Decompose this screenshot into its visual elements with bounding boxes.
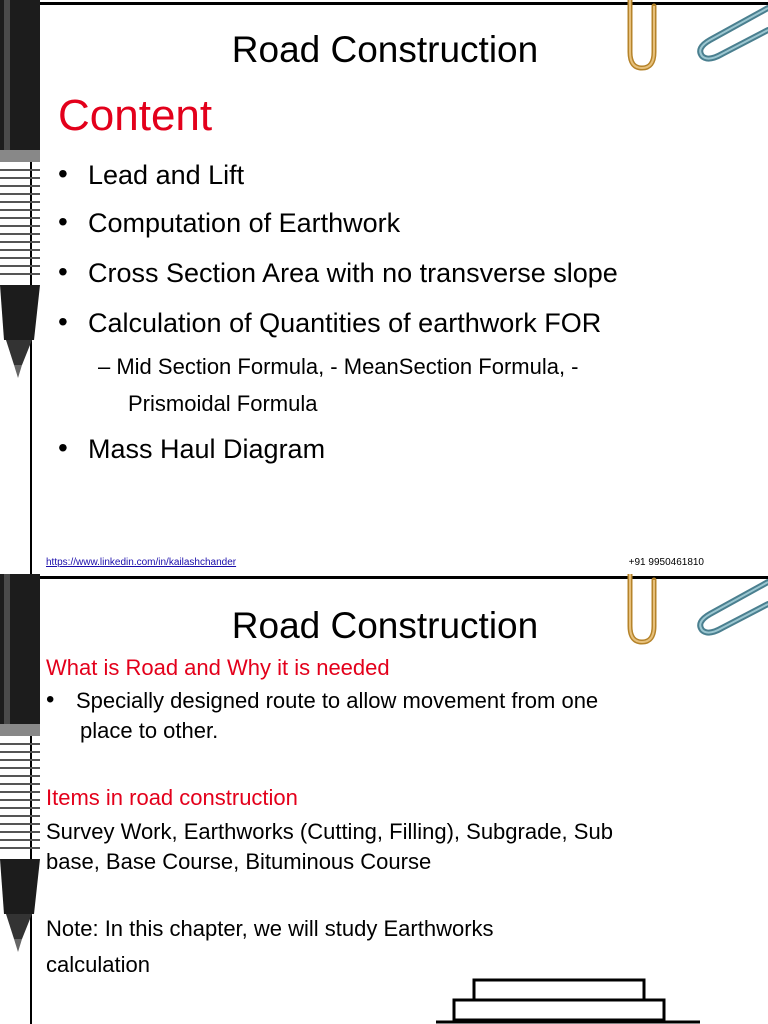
- items-heading: Items in road construction: [46, 785, 298, 810]
- road-layers-diagram: [430, 974, 730, 1024]
- bullet-icon: •: [58, 158, 68, 189]
- bullet-text-line-1: Specially designed route to allow movement from one: [76, 688, 599, 713]
- note-line-2: calculation: [46, 952, 150, 977]
- sub-list-line-2: Prismoidal Formula: [128, 391, 318, 416]
- pen-icon: [0, 0, 48, 574]
- list-item-text: Lead and Lift: [88, 160, 245, 190]
- bullet-icon: •: [58, 206, 68, 237]
- items-line-1: Survey Work, Earthworks (Cutting, Filling), Subgrade, Sub: [46, 819, 613, 844]
- list-item-text: Computation of Earthwork: [88, 208, 401, 238]
- items-line-2: base, Base Course, Bituminous Course: [46, 849, 432, 874]
- road-definition-heading: What is Road and Why it is needed: [46, 655, 390, 680]
- bullet-icon: •: [58, 256, 68, 287]
- list-item-text: Cross Section Area with no transverse slope: [88, 258, 618, 288]
- bullet-icon: •: [58, 432, 68, 463]
- slide-title: Road Construction: [231, 605, 539, 646]
- list-item-text: Calculation of Quantities of earthwork FOR: [88, 308, 602, 338]
- slide-title: Road Construction: [231, 29, 539, 70]
- sub-list-line-1: – Mid Section Formula, - MeanSection Formula, -: [98, 354, 579, 379]
- list-item-text: Mass Haul Diagram: [88, 434, 326, 464]
- bullet-text-line-2: place to other.: [80, 718, 219, 743]
- linkedin-link[interactable]: https://www.linkedin.com/in/kailashchander: [46, 557, 237, 568]
- footer-phone: +91 9950461810: [628, 557, 704, 568]
- content-heading: Content: [58, 91, 213, 140]
- note-line-1: Note: In this chapter, we will study Earthworks: [46, 916, 494, 941]
- bullet-icon: •: [58, 306, 68, 337]
- slide-2: [0, 574, 768, 1024]
- bullet-icon: •: [46, 686, 55, 713]
